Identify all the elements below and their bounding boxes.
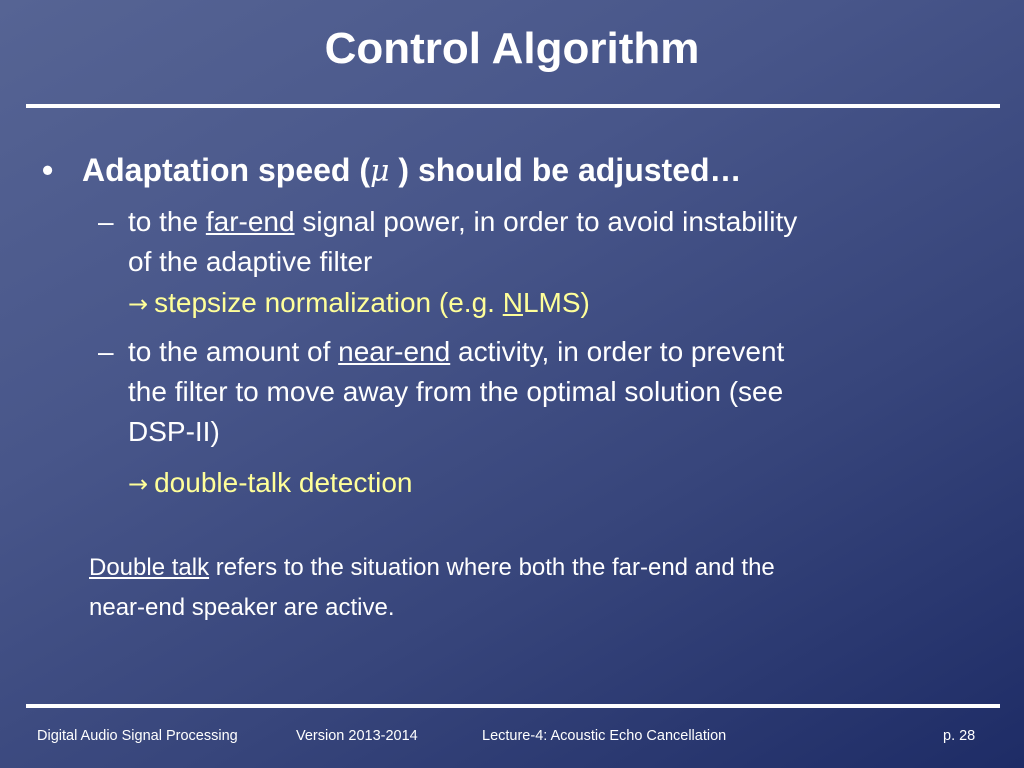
sub-item-far-end (98, 202, 978, 282)
result-suffix: LMS) (522, 287, 590, 318)
footer-lecture: Lecture-4: Acoustic Echo Cancellation (482, 728, 727, 744)
arrow-right-icon: → (128, 290, 149, 318)
result-prefix: stepsize normalization (e.g. (154, 287, 503, 318)
double-talk-note (89, 548, 969, 628)
footer-course: Digital Audio Signal Processing (37, 728, 238, 744)
arrow-right-icon: → (128, 470, 149, 498)
sub-item-suffix: signal power, in order to avoid instability (294, 206, 798, 237)
sub-item-prefix: to the amount of (128, 336, 339, 367)
note-text: near-end speaker are active. (89, 594, 395, 621)
footer-divider (26, 704, 1000, 708)
dash-marker: – (98, 206, 114, 237)
note-text: refers to the situation where both the far-end and the (209, 554, 775, 581)
bullet-text-end: ) should be adjusted… (389, 152, 742, 188)
slide-title: Control Algorithm (324, 24, 700, 73)
result-underlined-letter: N (502, 287, 523, 318)
result-stepsize-normalization (128, 283, 590, 324)
main-bullet (42, 147, 982, 195)
dash-marker: – (98, 336, 114, 367)
sub-item-continuation: the filter to move away from the optimal solution (see (128, 376, 784, 407)
sub-item-prefix: to the (128, 206, 206, 237)
sub-item-suffix: activity, in order to prevent (450, 336, 785, 367)
result-double-talk-detection (128, 463, 413, 504)
bullet-marker: • (42, 152, 54, 188)
result-text: double-talk detection (154, 467, 413, 498)
near-end-term: near-end (338, 336, 451, 367)
double-talk-term: Double talk (89, 554, 210, 581)
sub-item-continuation: DSP-II) (128, 416, 220, 447)
bullet-text-start: Adaptation speed ( (82, 152, 371, 188)
footer-version: Version 2013-2014 (296, 728, 418, 744)
page-number: p. 28 (943, 728, 976, 744)
mu-symbol: μ (370, 154, 390, 189)
title-divider (26, 104, 1000, 108)
sub-item-near-end (98, 332, 978, 452)
sub-item-continuation: of the adaptive filter (128, 246, 373, 277)
far-end-term: far-end (205, 206, 295, 237)
